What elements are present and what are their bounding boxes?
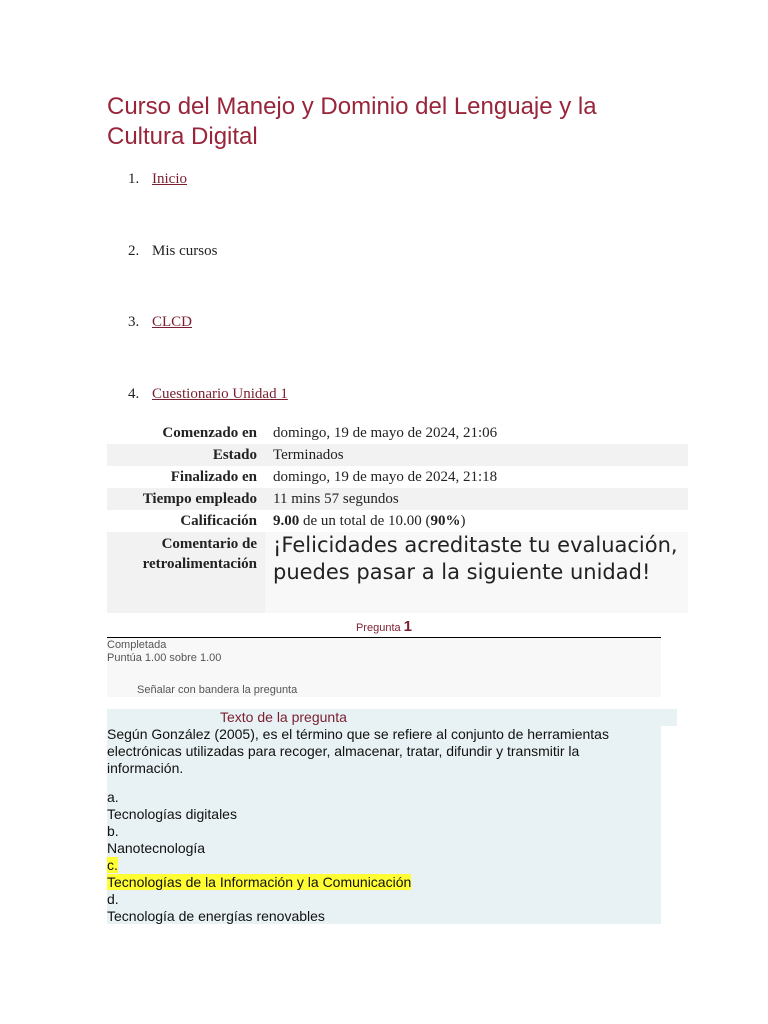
option-d-letter[interactable]: d. [107,891,119,907]
summary-row-feedback [107,532,688,613]
summary-value-text: Terminados [273,447,344,463]
breadcrumb-item-mis-cursos [128,242,528,260]
option-c-text[interactable] [107,874,411,891]
summary-row-time [107,488,688,510]
option-a-text[interactable]: Tecnologías digitales [107,806,237,822]
breadcrumb-number: 1. [128,171,140,187]
breadcrumb-number: 2. [128,243,140,259]
breadcrumb-link-inicio[interactable]: Inicio [152,171,187,187]
summary-value-text: domingo, 19 de mayo de 2024, 21:18 [273,469,498,485]
summary-value [265,488,688,510]
breadcrumb-item-inicio [128,170,528,188]
grade-end: ) [460,513,466,529]
question-status: Completada [107,639,167,651]
summary-label [107,532,265,613]
feedback-message-text: ¡Felicidades acreditaste tu evaluación, puedes pasar a la siguiente unidad! [273,533,678,584]
option-c-letter-highlight: c. [107,857,118,873]
summary-value [265,510,688,532]
summary-row-finished [107,466,688,488]
summary-row-grade [107,510,688,532]
breadcrumb-item-cuestionario [128,385,528,403]
breadcrumb-number: 3. [128,314,140,330]
summary-value [265,444,688,466]
option-c-letter[interactable] [107,857,118,874]
question-heading [107,617,661,638]
summary-row-started [107,422,688,444]
grade-mid: de un total de 10.00 ( [299,513,431,529]
summary-label: Tiempo empleado [107,488,265,510]
feedback-label-line-1: Comentario de [161,536,257,552]
question-body [107,726,661,924]
option-b-text[interactable]: Nanotecnología [107,840,206,856]
feedback-message [265,532,688,613]
question-number: 1 [403,618,413,635]
question-text-label-text: Texto de la pregunta [220,709,347,725]
grade-score: 9.00 [273,513,300,529]
option-a-letter[interactable]: a. [107,789,119,805]
summary-label: Comenzado en [162,425,257,441]
summary-label: Finalizado en [170,469,257,485]
summary-label: Calificación [180,513,257,529]
course-title: Curso del Manejo y Dominio del Lenguaje y la Cultura Digital [107,93,597,150]
question-text-label [107,709,677,726]
summary-value-text: domingo, 19 de mayo de 2024, 21:06 [273,425,498,441]
question-stem: Según González (2005), es el término que se refiere al conjunto de herramientas electrónicas utilizadas para recoger, almacenar, tratar, difundir y transmitir la información. [107,726,609,776]
summary-value [265,422,688,444]
grade-text [265,513,465,529]
question-info [107,638,661,697]
breadcrumb-text-mis-cursos: Mis cursos [152,243,218,259]
summary-label: Estado [107,444,265,466]
option-c-text-highlight: Tecnologías de la Información y la Comunicación [107,874,412,890]
option-d-text[interactable]: Tecnología de energías renovables [107,908,325,924]
breadcrumb-link-cuestionario[interactable]: Cuestionario Unidad 1 [152,386,288,402]
summary-value [265,466,688,488]
breadcrumb-link-clcd[interactable]: CLCD [152,314,193,330]
question-score: Puntúa 1.00 sobre 1.00 [107,652,222,664]
grade-percent: 90% [430,513,461,529]
breadcrumb-number: 4. [128,386,140,402]
attempt-summary-table [107,422,688,613]
breadcrumb-item-clcd [128,313,528,331]
summary-row-state [107,444,688,466]
feedback-label-line-2: retroalimentación [142,556,257,572]
option-b-letter[interactable]: b. [107,823,119,839]
question-prefix: Pregunta [355,622,404,634]
summary-value-text: 11 mins 57 segundos [273,491,399,507]
flag-question-link[interactable]: Señalar con bandera la pregunta [137,684,298,696]
